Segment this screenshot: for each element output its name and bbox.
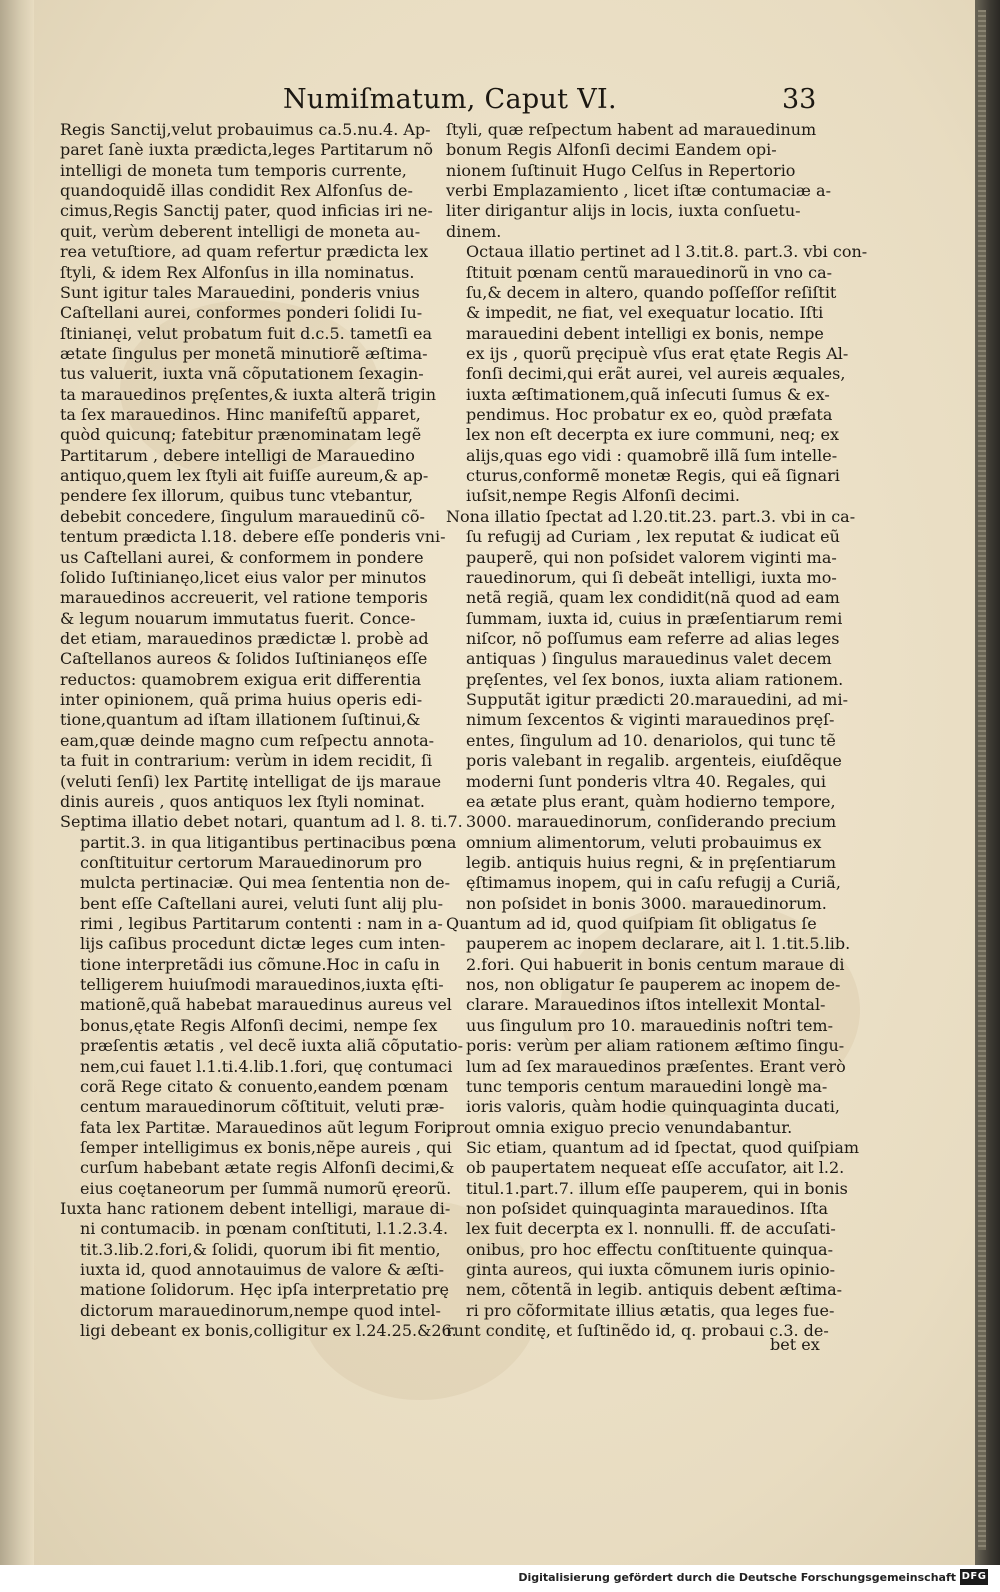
text-line: pauperem ac inopem declarare, ait l. 1.tit.5.lib. — [466, 934, 851, 954]
text-line: (veluti ſenſi) lex Partitę intelligat de ijs maraue — [60, 771, 442, 791]
text-line: ea ætate plus erant, quàm hodierno tempore, — [466, 791, 836, 811]
text-line: ni contumacib. in pœnam conſtituti, l.1.2.3.4. — [80, 1219, 449, 1239]
text-line: tione interpretãdi ius cõmune.Hoc in caſu in — [80, 954, 440, 974]
text-line: fata lex Partitæ. Marauedinos aũt legum Fori, — [80, 1117, 452, 1137]
page-edge — [975, 0, 1000, 1565]
text-line: entes, ſingulum ad 10. denariolos, qui tunc tẽ — [466, 730, 836, 750]
text-line: & impedit, ne fiat, vel exequatur locatio. Iſti — [466, 303, 824, 323]
text-line: iuxta id, quod annotauimus de valore & æſti- — [80, 1260, 445, 1280]
text-line: alijs,quas ego vidi : quamobrẽ illã ſum intelle- — [466, 445, 838, 465]
text-line: quandoquidẽ illas condidit Rex Alfonſus de- — [60, 181, 413, 201]
text-line: iuxta æſtimationem,quã inſecuti ſumus & ex- — [466, 384, 830, 404]
text-line: ætate ſingulus per monetã minutiorẽ æſtima- — [60, 343, 428, 363]
text-line: moderni ſunt ponderis vltra 40. Regales, qui — [466, 771, 826, 791]
text-line: quit, verùm deberent intelligi de moneta au- — [60, 221, 421, 241]
text-line: bent eſſe Caſtellani aurei, veluti ſunt alij plu- — [80, 893, 444, 913]
dfg-logo[interactable]: DFG — [960, 1569, 988, 1585]
text-line: lijs caſibus procedunt dictæ leges cum inten- — [80, 934, 446, 954]
text-line: iuſsit,nempe Regis Alfonſi decimi. — [466, 486, 740, 506]
text-line: eius coętaneorum per ſummã numorũ ęreorũ. — [80, 1178, 452, 1198]
text-line: rauedinorum, qui ſi debeãt intelligi, iuxta mo- — [466, 567, 837, 587]
text-line: onibus, pro hoc effectu conſtituente quinqua- — [466, 1239, 833, 1259]
text-line: ſtyli, & idem Rex Alfonſus in illa nominatus. — [60, 262, 415, 282]
text-line: Sunt igitur tales Marauedini, ponderis vnius — [60, 282, 420, 302]
text-line: quòd quicunq; fatebitur prænominatam legẽ — [60, 425, 422, 445]
text-line: ſolido Iuſtinianęo,licet eius valor per minutos — [60, 567, 427, 587]
text-line: clarare. Marauedinos iſtos intellexit Montal- — [466, 995, 826, 1015]
text-line: bonus,ętate Regis Alfonſi decimi, nempe ſex — [80, 1015, 438, 1035]
text-line: 3000. marauedinorum, conſiderando precium — [466, 812, 837, 832]
text-line: netã regiã, quam lex condidit(nã quod ad eam — [466, 588, 840, 608]
text-line: centum marauedinorum cõſtituit, veluti præ- — [80, 1097, 445, 1117]
text-line: poris: verùm per aliam rationem æſtimo ſingu- — [466, 1036, 845, 1056]
running-title: Numiſmatum, Caput VI. — [283, 84, 617, 115]
text-line: Caſtellanos aureos & ſolidos Iuſtinianęos eſſe — [60, 649, 428, 669]
text-line: prout omnia exiguo precio venundabantur. — [446, 1117, 793, 1137]
text-line: mulcta pertinaciæ. Qui mea ſententia non de- — [80, 873, 451, 893]
text-line: ſtituit pœnam centũ marauedinorũ in vno ca- — [466, 262, 833, 282]
text-line: Iuxta hanc rationem debent intelligi, maraue di- — [60, 1199, 451, 1219]
text-line: tus valuerit, iuxta vnã cõputationem ſexagin- — [60, 364, 424, 384]
text-line: ſtinianęi, velut probatum fuit d.c.5. tametſi ea — [60, 323, 432, 343]
text-line: debebit concedere, ſingulum marauedinũ cõ- — [60, 506, 425, 526]
text-line: liter dirigantur alijs in locis, iuxta conſuetu- — [446, 201, 801, 221]
text-line: non poſsidet quinquaginta marauedinos. Iſta — [466, 1199, 829, 1219]
text-line: marauedini debent intelligi ex bonis, nempe — [466, 323, 824, 343]
text-line: & legum nouarum immutatus fuerit. Conce- — [60, 608, 416, 628]
text-line: pręſentes, vel ſex bonos, iuxta aliam rationem. — [466, 669, 844, 689]
text-line: intelligi de moneta tum temporis currente, — [60, 160, 407, 180]
text-line: inter opinionem, quã prima huius operis edi- — [60, 690, 423, 710]
text-line: mationẽ,quã habebat marauedinus aureus vel — [80, 995, 452, 1015]
text-line: matione ſolidorum. Hęc ipſa interpretatio prę — [80, 1280, 450, 1300]
text-line: Quantum ad id, quod quiſpiam ſit obligatus ſe — [446, 914, 817, 934]
text-line: dinem. — [446, 221, 502, 241]
text-line: tentum prædicta l.18. debere eſſe ponderis vni- — [60, 527, 446, 547]
text-line: lum ad ſex marauedinos præſentes. Erant verò — [466, 1056, 846, 1076]
text-line: Octaua illatio pertinet ad l 3.tit.8. part.3. vbi con- — [466, 242, 868, 262]
text-line: ioris valoris, quàm hodie quinquaginta ducati, — [466, 1097, 840, 1117]
text-line: reductos: quamobrem exigua erit differentia — [60, 669, 422, 689]
text-line: ta ſex marauedinos. Hinc manifeſtũ apparet, — [60, 405, 421, 425]
text-line: nos, non obligatur ſe pauperem ac inopem de- — [466, 975, 841, 995]
text-line: ob paupertatem nequeat eſſe accuſator, ait l.2. — [466, 1158, 845, 1178]
text-line: poris valebant in regalib. argenteis, eiuſdẽque — [466, 751, 842, 771]
right-text-column — [446, 120, 868, 1342]
text-line: cimus,Regis Sanctij pater, quod inficias iri ne- — [60, 201, 433, 221]
text-line: paret ſanè iuxta prædicta,leges Partitarum nõ — [60, 140, 434, 160]
text-line: nimum ſexcentos & viginti marauedinos pręſ- — [466, 710, 835, 730]
text-line: ſemper intelligimus ex bonis,nẽpe aureis , qui — [80, 1137, 452, 1157]
text-line: curſum habebant ætate regis Alfonſi decimi,& — [80, 1158, 455, 1178]
text-line: nem,cui fauet l.1.ti.4.lib.1.fori, quę contumaci — [80, 1056, 453, 1076]
text-line: ex ijs , quorũ pręcipuè vſus erat ętate Regis Al- — [466, 343, 849, 363]
text-line: fonſi decimi,qui erãt aurei, vel aureis æquales, — [466, 364, 846, 384]
text-line: ri pro cõformitate illius ætatis, qua leges fue- — [466, 1300, 835, 1320]
text-line: nem, cõtentã in legib. antiquis debent æſtima- — [466, 1280, 843, 1300]
text-line: bonum Regis Alfonſi decimi Eandem opi- — [446, 140, 777, 160]
text-line: nionem ſuſtinuit Hugo Celſus in Repertorio — [446, 160, 796, 180]
text-line: dinis aureis , quos antiquos lex ſtyli nominat. — [60, 791, 425, 811]
text-line: Septima illatio debet notari, quantum ad l. 8. ti.7. — [60, 812, 463, 832]
text-line: lex non eſt decerpta ex iure communi, neq; ex — [466, 425, 840, 445]
text-line: 2.fori. Qui habuerit in bonis centum maraue di — [466, 954, 845, 974]
text-line: pauperẽ, qui non poſsidet valorem viginti ma- — [466, 547, 837, 567]
text-line: pendere ſex illorum, quibus tunc vtebantur, — [60, 486, 414, 506]
text-line: telligerem huiuſmodi marauedinos,iuxta ęſti- — [80, 975, 444, 995]
catchword: bet ex — [770, 1335, 820, 1354]
text-line: tione,quantum ad iſtam illationem ſuſtinui,& — [60, 710, 421, 730]
page-number: 33 — [782, 84, 817, 115]
text-line: omnium alimentorum, veluti probauimus ex — [466, 832, 822, 852]
text-line: verbi Emplazamiento , licet iſtæ contumaciæ a- — [446, 181, 831, 201]
text-line: ſtyli, quæ reſpectum habent ad marauedinum — [446, 120, 817, 139]
text-line: legib. antiquis huius regni, & in pręſentiarum — [466, 852, 837, 872]
text-line: dictorum marauedinorum,nempe quod intel- — [80, 1300, 441, 1320]
text-line: Supputãt igitur prædicti 20.marauedini, ad mi- — [466, 690, 848, 710]
text-line: eam,quæ deinde magno cum reſpectu annota- — [60, 730, 435, 750]
text-line: Sic etiam, quantum ad id ſpectat, quod quiſpiam — [466, 1137, 860, 1157]
text-line: ta marauedinos pręſentes,& iuxta alterã trigin — [60, 384, 437, 404]
left-text-column — [60, 120, 464, 1342]
text-line: cturus,conformẽ monetæ Regis, qui eã ſignari — [466, 466, 840, 486]
text-line: ſu,& decem in altero, quando poſſeſſor reſiſtit — [466, 282, 837, 302]
text-line: det etiam, marauedinos prædictæ l. probè ad — [60, 628, 429, 648]
text-line: us Caſtellani aurei, & conformem in pondere — [60, 547, 424, 567]
text-line: antiquo,quem lex ſtyli ait fuiſſe aureum,& ap- — [60, 466, 429, 486]
text-line: runt conditę, et ſuſtinẽdo id, q. probaui c.3. de- — [446, 1321, 829, 1341]
text-line: tit.3.lib.2.fori,& ſolidi, quorum ibi fit mentio, — [80, 1239, 441, 1259]
text-line: tunc temporis centum marauedini longè ma- — [466, 1076, 828, 1096]
text-line: ſu refugij ad Curiam , lex reputat & iudicat eũ — [466, 527, 840, 547]
footer-credit[interactable]: Digitalisierung gefördert durch die Deutsche Forschungsgemeinschaft — [518, 1571, 956, 1584]
text-line: Regis Sanctij,velut probauimus ca.5.nu.4. Ap- — [60, 120, 431, 139]
text-line: ta fuit in contrarium: verùm in idem recidit, ſi — [60, 751, 433, 771]
text-line: rimi , legibus Partitarum contenti : nam in a- — [80, 914, 443, 934]
text-line: ginta aureos, qui iuxta cõmunem iuris opinio- — [466, 1260, 835, 1280]
text-line: titul.1.part.7. illum eſſe pauperem, qui in bonis — [466, 1178, 848, 1198]
text-line: Partitarum , debere intelligi de Marauedino — [60, 445, 415, 465]
text-line: ęſtimamus inopem, qui in caſu refugij a Curiã, — [466, 873, 841, 893]
text-line: partit.3. in qua litigantibus pertinacibus pœna — [80, 832, 457, 852]
text-line: lex fuit decerpta ex l. nonnulli. ff. de accuſati- — [466, 1219, 836, 1239]
text-line: rea vetuſtiore, ad quam refertur prædicta lex — [60, 242, 429, 262]
text-line: conſtituitur certorum Marauedinorum pro — [80, 852, 422, 872]
text-line: corã Rege citato & conuento,eandem pœnam — [80, 1076, 449, 1096]
text-line: ligi debeant ex bonis,colligitur ex l.24.25.&26. — [80, 1321, 457, 1341]
text-line: præſentis ætatis , vel decẽ iuxta aliã cõputatio- — [80, 1036, 464, 1056]
text-line: non poſsidet in bonis 3000. marauedinorum. — [466, 893, 827, 913]
text-line: uus ſingulum pro 10. marauedinis noſtri tem- — [466, 1015, 833, 1035]
text-line: niſcor, nõ poſſumus eam referre ad alias leges — [466, 628, 840, 648]
text-line: Nona illatio ſpectat ad l.20.tit.23. part.3. vbi in ca- — [446, 506, 856, 526]
text-line: ſummam, iuxta id, cuius in præſentiarum remi — [466, 608, 843, 628]
text-line: Caſtellani aurei, conformes ponderi ſolidi Iu- — [60, 303, 423, 323]
text-line: marauedinos accreuerit, vel ratione temporis — [60, 588, 428, 608]
text-line: pendimus. Hoc probatur ex eo, quòd præfata — [466, 405, 833, 425]
text-line: antiquas ) ſingulus marauedinus valet decem — [466, 649, 832, 669]
binding-gutter — [0, 0, 34, 1565]
